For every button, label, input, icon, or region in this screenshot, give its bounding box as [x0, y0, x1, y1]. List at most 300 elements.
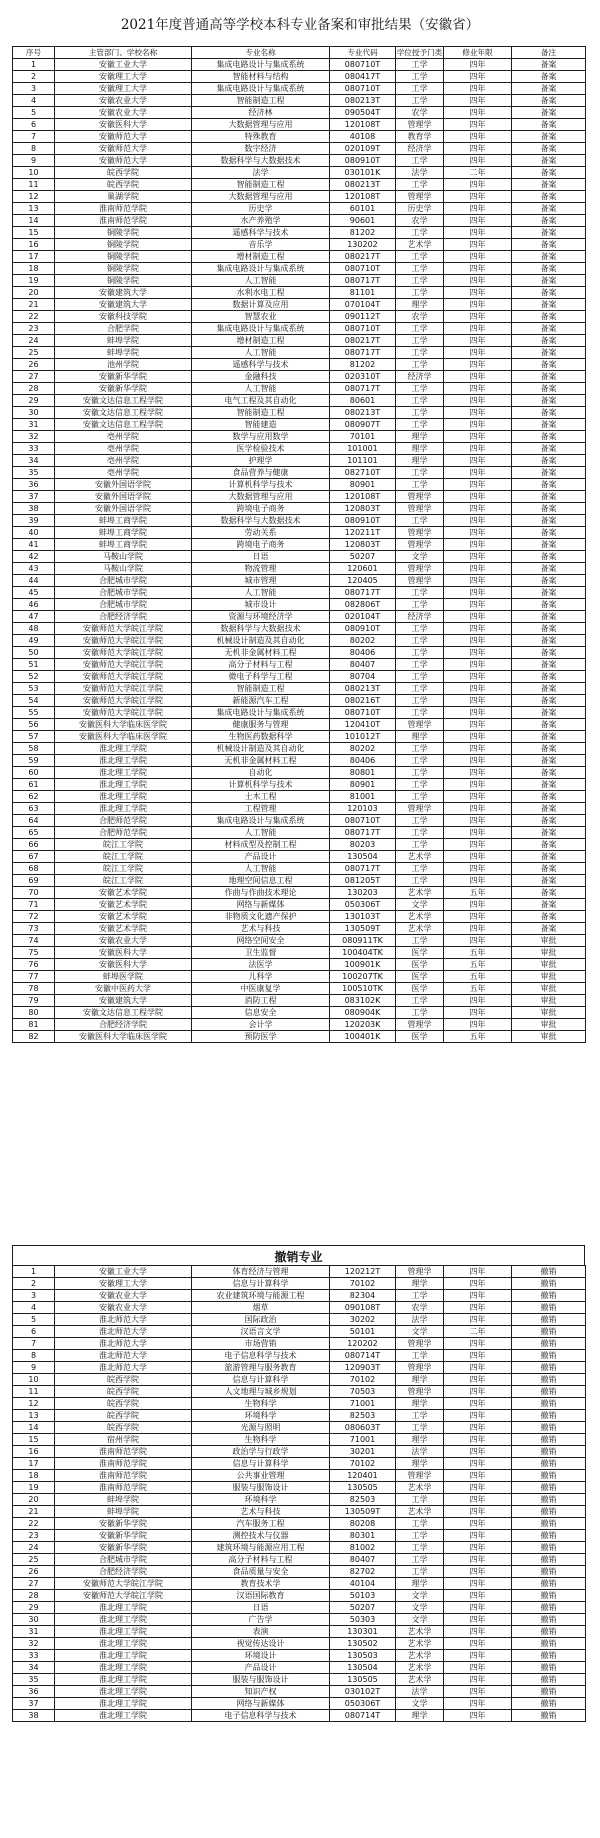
- table-row: [13, 923, 586, 935]
- cell-code: 030102T: [330, 1686, 396, 1698]
- cell-code: 82503: [330, 1410, 396, 1422]
- cell-remark: 备案: [512, 455, 586, 467]
- cell-major: 数据科学与大数据技术: [192, 515, 330, 527]
- cell-degree: 管理学: [396, 527, 444, 539]
- cell-degree: 经济学: [396, 611, 444, 623]
- cell-duration: 四年: [444, 263, 512, 275]
- cell-major: 资源与环境经济学: [192, 611, 330, 623]
- table-row: [13, 1494, 586, 1506]
- cell-remark: 备案: [512, 683, 586, 695]
- cell-remark: 备案: [512, 911, 586, 923]
- cell-index: 3: [13, 83, 55, 95]
- cell-code: 60101: [330, 203, 396, 215]
- table-row: [13, 191, 586, 203]
- cell-remark: 备案: [512, 515, 586, 527]
- cell-remark: 撤销: [512, 1638, 586, 1650]
- cell-duration: 五年: [444, 947, 512, 959]
- cell-code: 130504: [330, 851, 396, 863]
- cell-duration: 四年: [444, 767, 512, 779]
- cell-index: 13: [13, 203, 55, 215]
- cell-code: 70102: [330, 1278, 396, 1290]
- cell-code: 80203: [330, 839, 396, 851]
- cell-school: 合肥城市学院: [55, 599, 192, 611]
- cell-school: 安徽师范大学: [55, 155, 192, 167]
- cell-school: 蚌埠学院: [55, 1506, 192, 1518]
- cell-major: 计算机科学与技术: [192, 479, 330, 491]
- cell-degree: 文学: [396, 1590, 444, 1602]
- cell-school: 淮北师范大学: [55, 1362, 192, 1374]
- cell-remark: 撤销: [512, 1482, 586, 1494]
- cell-remark: 备案: [512, 95, 586, 107]
- cell-school: 安徽新华学院: [55, 371, 192, 383]
- cell-duration: 五年: [444, 887, 512, 899]
- cell-index: 28: [13, 1590, 55, 1602]
- cell-index: 60: [13, 767, 55, 779]
- cell-degree: 工学: [396, 227, 444, 239]
- cell-code: 080717T: [330, 275, 396, 287]
- cell-school: 巢湖学院: [55, 191, 192, 203]
- cell-index: 57: [13, 731, 55, 743]
- cell-remark: 撤销: [512, 1674, 586, 1686]
- cell-school: 安徽师范大学皖江学院: [55, 707, 192, 719]
- cell-school: 亳州学院: [55, 467, 192, 479]
- cell-degree: 工学: [396, 479, 444, 491]
- cell-code: 070104T: [330, 299, 396, 311]
- cell-degree: 工学: [396, 71, 444, 83]
- revoke-section-title: 撤销专业: [12, 1245, 585, 1266]
- cell-major: 环境科学: [192, 1494, 330, 1506]
- cell-remark: 备案: [512, 191, 586, 203]
- cell-major: 集成电路设计与集成系统: [192, 815, 330, 827]
- cell-index: 37: [13, 1698, 55, 1710]
- cell-index: 76: [13, 959, 55, 971]
- cell-school: 安徽新华学院: [55, 1530, 192, 1542]
- cell-duration: 五年: [444, 959, 512, 971]
- cell-index: 36: [13, 479, 55, 491]
- cell-degree: 管理学: [396, 1386, 444, 1398]
- cell-index: 14: [13, 215, 55, 227]
- cell-school: 安徽文达信息工程学院: [55, 1007, 192, 1019]
- table-row: [13, 407, 586, 419]
- cell-remark: 撤销: [512, 1278, 586, 1290]
- table-row: [13, 275, 586, 287]
- cell-degree: 艺术学: [396, 923, 444, 935]
- table-row: [13, 1434, 586, 1446]
- cell-index: 18: [13, 1470, 55, 1482]
- cell-index: 8: [13, 1350, 55, 1362]
- cell-duration: 四年: [444, 1338, 512, 1350]
- cell-duration: 四年: [444, 455, 512, 467]
- cell-code: 100207TK: [330, 971, 396, 983]
- cell-index: 4: [13, 95, 55, 107]
- cell-school: 安徽医科大学: [55, 119, 192, 131]
- cell-degree: 工学: [396, 671, 444, 683]
- cell-degree: 文学: [396, 1614, 444, 1626]
- cell-index: 5: [13, 1314, 55, 1326]
- cell-index: 17: [13, 1458, 55, 1470]
- cell-code: 082710T: [330, 467, 396, 479]
- cell-duration: 四年: [444, 503, 512, 515]
- table-row: [13, 323, 586, 335]
- cell-index: 52: [13, 671, 55, 683]
- cell-major: 历史学: [192, 203, 330, 215]
- cell-index: 24: [13, 1542, 55, 1554]
- cell-remark: 备案: [512, 143, 586, 155]
- cell-degree: 管理学: [396, 1338, 444, 1350]
- cell-remark: 备案: [512, 731, 586, 743]
- table-row: [13, 719, 586, 731]
- cell-degree: 工学: [396, 827, 444, 839]
- cell-remark: 撤销: [512, 1626, 586, 1638]
- table-row: [13, 107, 586, 119]
- cell-school: 安徽建筑大学: [55, 299, 192, 311]
- cell-index: 62: [13, 791, 55, 803]
- cell-code: 70102: [330, 1458, 396, 1470]
- cell-index: 9: [13, 1362, 55, 1374]
- cell-major: 医学检验技术: [192, 443, 330, 455]
- cell-code: 080213T: [330, 95, 396, 107]
- cell-major: 生物科学: [192, 1434, 330, 1446]
- cell-code: 080710T: [330, 707, 396, 719]
- table-row: [13, 431, 586, 443]
- cell-major: 艺术与科技: [192, 923, 330, 935]
- cell-index: 13: [13, 1410, 55, 1422]
- cell-school: 安徽新华学院: [55, 383, 192, 395]
- table-row: [13, 359, 586, 371]
- cell-degree: 法学: [396, 1686, 444, 1698]
- table-row: [13, 671, 586, 683]
- cell-code: 080710T: [330, 83, 396, 95]
- cell-degree: 文学: [396, 899, 444, 911]
- cell-degree: 工学: [396, 743, 444, 755]
- cell-code: 71001: [330, 1398, 396, 1410]
- cell-degree: 艺术学: [396, 851, 444, 863]
- cell-major: 广告学: [192, 1614, 330, 1626]
- cell-duration: 四年: [444, 191, 512, 203]
- document-title: 2021年度普通高等学校本科专业备案和审批结果（安徽省）: [120, 17, 480, 33]
- cell-degree: 工学: [396, 815, 444, 827]
- cell-school: 安徽建筑大学: [55, 995, 192, 1007]
- cell-duration: 四年: [444, 647, 512, 659]
- cell-major: 消防工程: [192, 995, 330, 1007]
- cell-major: 物流管理: [192, 563, 330, 575]
- cell-major: 高分子材料与工程: [192, 1554, 330, 1566]
- cell-duration: 四年: [444, 95, 512, 107]
- cell-remark: 撤销: [512, 1698, 586, 1710]
- cell-school: 蚌埠工商学院: [55, 515, 192, 527]
- cell-remark: 备案: [512, 83, 586, 95]
- cell-duration: 四年: [444, 611, 512, 623]
- table-row: [13, 647, 586, 659]
- cell-degree: 工学: [396, 323, 444, 335]
- cell-major: 汉语国际教育: [192, 1590, 330, 1602]
- cell-school: 安徽师范大学皖江学院: [55, 683, 192, 695]
- table-row: [13, 587, 586, 599]
- cell-code: 080417T: [330, 71, 396, 83]
- cell-remark: 撤销: [512, 1686, 586, 1698]
- table-row: [13, 863, 586, 875]
- cell-remark: 撤销: [512, 1350, 586, 1362]
- cell-major: 智能制造工程: [192, 407, 330, 419]
- cell-major: 大数据管理与应用: [192, 491, 330, 503]
- cell-duration: 四年: [444, 431, 512, 443]
- cell-major: 劳动关系: [192, 527, 330, 539]
- cell-remark: 备案: [512, 119, 586, 131]
- cell-degree: 工学: [396, 995, 444, 1007]
- cell-code: 130509T: [330, 923, 396, 935]
- cell-duration: 四年: [444, 1446, 512, 1458]
- cell-school: 淮北理工学院: [55, 743, 192, 755]
- cell-index: 39: [13, 515, 55, 527]
- cell-school: 淮南师范学院: [55, 1458, 192, 1470]
- cell-school: 皖江工学院: [55, 863, 192, 875]
- cell-code: 080213T: [330, 179, 396, 191]
- cell-index: 14: [13, 1422, 55, 1434]
- table-row: [13, 443, 586, 455]
- cell-degree: 工学: [396, 779, 444, 791]
- cell-duration: 四年: [444, 575, 512, 587]
- cell-degree: 工学: [396, 875, 444, 887]
- cell-major: 服装与服饰设计: [192, 1482, 330, 1494]
- cell-remark: 审批: [512, 947, 586, 959]
- cell-code: 080217T: [330, 251, 396, 263]
- cell-school: 合肥城市学院: [55, 575, 192, 587]
- cell-index: 34: [13, 455, 55, 467]
- cell-major: 人文地理与城乡规划: [192, 1386, 330, 1398]
- table-row: [13, 1458, 586, 1470]
- cell-major: 集成电路设计与集成系统: [192, 83, 330, 95]
- cell-index: 36: [13, 1686, 55, 1698]
- cell-degree: 艺术学: [396, 1506, 444, 1518]
- table-row: [13, 575, 586, 587]
- cell-major: 音乐学: [192, 239, 330, 251]
- cell-duration: 四年: [444, 659, 512, 671]
- cell-school: 蚌埠学院: [55, 335, 192, 347]
- cell-code: 80202: [330, 635, 396, 647]
- cell-index: 38: [13, 503, 55, 515]
- cell-school: 淮南师范学院: [55, 1446, 192, 1458]
- table-row: [13, 263, 586, 275]
- cell-code: 80208: [330, 1518, 396, 1530]
- cell-remark: 备案: [512, 347, 586, 359]
- cell-index: 15: [13, 227, 55, 239]
- table-row: [13, 119, 586, 131]
- cell-school: 合肥师范学院: [55, 827, 192, 839]
- cell-duration: 四年: [444, 395, 512, 407]
- table-row: [13, 683, 586, 695]
- cell-index: 24: [13, 335, 55, 347]
- cell-code: 130504: [330, 1662, 396, 1674]
- cell-index: 46: [13, 599, 55, 611]
- cell-code: 100401K: [330, 1031, 396, 1043]
- cell-major: 集成电路设计与集成系统: [192, 263, 330, 275]
- table-row: [13, 971, 586, 983]
- cell-code: 080714T: [330, 1710, 396, 1722]
- cell-degree: 法学: [396, 167, 444, 179]
- header-code: 专业代码: [330, 47, 396, 59]
- cell-remark: 备案: [512, 371, 586, 383]
- cell-duration: 四年: [444, 995, 512, 1007]
- table-row: [13, 1554, 586, 1566]
- cell-degree: 管理学: [396, 191, 444, 203]
- cell-code: 82503: [330, 1494, 396, 1506]
- cell-degree: 文学: [396, 1602, 444, 1614]
- cell-code: 82702: [330, 1566, 396, 1578]
- cell-remark: 撤销: [512, 1614, 586, 1626]
- cell-remark: 备案: [512, 299, 586, 311]
- cell-code: 81101: [330, 287, 396, 299]
- table-row: [13, 371, 586, 383]
- cell-duration: 四年: [444, 935, 512, 947]
- cell-school: 安徽中医药大学: [55, 983, 192, 995]
- cell-school: 亳州学院: [55, 455, 192, 467]
- table-row: [13, 875, 586, 887]
- cell-duration: 四年: [444, 1422, 512, 1434]
- cell-remark: 备案: [512, 323, 586, 335]
- table-row: [13, 155, 586, 167]
- cell-index: 43: [13, 563, 55, 575]
- cell-degree: 理学: [396, 299, 444, 311]
- cell-remark: 备案: [512, 611, 586, 623]
- cell-code: 080710T: [330, 323, 396, 335]
- cell-remark: 备案: [512, 719, 586, 731]
- table-row: [13, 467, 586, 479]
- table-row: [13, 1007, 586, 1019]
- cell-remark: 备案: [512, 431, 586, 443]
- cell-duration: 四年: [444, 1650, 512, 1662]
- cell-remark: 备案: [512, 155, 586, 167]
- header-remark: 备注: [512, 47, 586, 59]
- table-row: [13, 791, 586, 803]
- cell-degree: 法学: [396, 1446, 444, 1458]
- cell-duration: 四年: [444, 1710, 512, 1722]
- cell-remark: 撤销: [512, 1710, 586, 1722]
- table-row: [13, 95, 586, 107]
- cell-school: 安徽文达信息工程学院: [55, 419, 192, 431]
- cell-remark: 审批: [512, 1031, 586, 1043]
- cell-remark: 备案: [512, 659, 586, 671]
- cell-degree: 医学: [396, 971, 444, 983]
- cell-index: 66: [13, 839, 55, 851]
- cell-degree: 文学: [396, 551, 444, 563]
- table-row: [13, 1578, 586, 1590]
- table-row: [13, 1314, 586, 1326]
- cell-index: 30: [13, 407, 55, 419]
- revoked-majors-table: [12, 1265, 586, 1722]
- cell-code: 80901: [330, 779, 396, 791]
- cell-remark: 备案: [512, 251, 586, 263]
- cell-remark: 备案: [512, 623, 586, 635]
- table-row: [13, 803, 586, 815]
- cell-remark: 备案: [512, 311, 586, 323]
- cell-degree: 农学: [396, 215, 444, 227]
- table-row: [13, 203, 586, 215]
- cell-code: 120212T: [330, 1266, 396, 1278]
- cell-major: 烟草: [192, 1302, 330, 1314]
- cell-school: 淮北理工学院: [55, 803, 192, 815]
- table-row: [13, 1542, 586, 1554]
- cell-duration: 四年: [444, 83, 512, 95]
- cell-duration: 四年: [444, 695, 512, 707]
- cell-school: 淮北理工学院: [55, 791, 192, 803]
- cell-major: 法学: [192, 167, 330, 179]
- cell-degree: 工学: [396, 1530, 444, 1542]
- cell-major: 作曲与作曲技术理论: [192, 887, 330, 899]
- cell-degree: 管理学: [396, 1362, 444, 1374]
- cell-code: 020104T: [330, 611, 396, 623]
- cell-remark: 备案: [512, 491, 586, 503]
- table-row: [13, 539, 586, 551]
- cell-index: 5: [13, 107, 55, 119]
- table-row: [13, 1422, 586, 1434]
- cell-code: 081205T: [330, 875, 396, 887]
- cell-degree: 工学: [396, 359, 444, 371]
- cell-remark: 备案: [512, 203, 586, 215]
- table-row: [13, 1362, 586, 1374]
- cell-duration: 四年: [444, 587, 512, 599]
- cell-remark: 撤销: [512, 1386, 586, 1398]
- cell-school: 安徽理工大学: [55, 71, 192, 83]
- cell-code: 120405: [330, 575, 396, 587]
- cell-index: 10: [13, 1374, 55, 1386]
- cell-major: 机械设计制造及其自动化: [192, 743, 330, 755]
- cell-duration: 四年: [444, 527, 512, 539]
- table-row: [13, 1482, 586, 1494]
- cell-degree: 工学: [396, 263, 444, 275]
- cell-major: 卫生监督: [192, 947, 330, 959]
- cell-remark: 备案: [512, 131, 586, 143]
- cell-school: 淮南师范学院: [55, 203, 192, 215]
- cell-index: 53: [13, 683, 55, 695]
- cell-duration: 四年: [444, 1662, 512, 1674]
- cell-index: 27: [13, 371, 55, 383]
- cell-index: 41: [13, 539, 55, 551]
- cell-index: 18: [13, 263, 55, 275]
- cell-remark: 备案: [512, 863, 586, 875]
- cell-degree: 医学: [396, 947, 444, 959]
- cell-remark: 撤销: [512, 1566, 586, 1578]
- table-row: [13, 1638, 586, 1650]
- cell-duration: 四年: [444, 311, 512, 323]
- cell-duration: 四年: [444, 1590, 512, 1602]
- table-row: [13, 491, 586, 503]
- cell-school: 安徽农业大学: [55, 935, 192, 947]
- cell-index: 7: [13, 1338, 55, 1350]
- cell-major: 人工智能: [192, 827, 330, 839]
- cell-major: 智能制造工程: [192, 683, 330, 695]
- cell-school: 淮北师范大学: [55, 1338, 192, 1350]
- table-row: [13, 83, 586, 95]
- cell-code: 050306T: [330, 899, 396, 911]
- cell-school: 安徽师范大学皖江学院: [55, 671, 192, 683]
- cell-major: 数字经济: [192, 143, 330, 155]
- cell-remark: 撤销: [512, 1542, 586, 1554]
- cell-index: 34: [13, 1662, 55, 1674]
- cell-duration: 四年: [444, 1506, 512, 1518]
- cell-school: 淮北师范大学: [55, 1326, 192, 1338]
- table-row: [13, 635, 586, 647]
- cell-duration: 四年: [444, 743, 512, 755]
- cell-remark: 备案: [512, 59, 586, 71]
- cell-index: 78: [13, 983, 55, 995]
- cell-index: 63: [13, 803, 55, 815]
- cell-degree: 管理学: [396, 539, 444, 551]
- cell-major: 旅游管理与服务教育: [192, 1362, 330, 1374]
- table-row: [13, 251, 586, 263]
- cell-duration: 四年: [444, 131, 512, 143]
- cell-duration: 二年: [444, 1326, 512, 1338]
- cell-index: 61: [13, 779, 55, 791]
